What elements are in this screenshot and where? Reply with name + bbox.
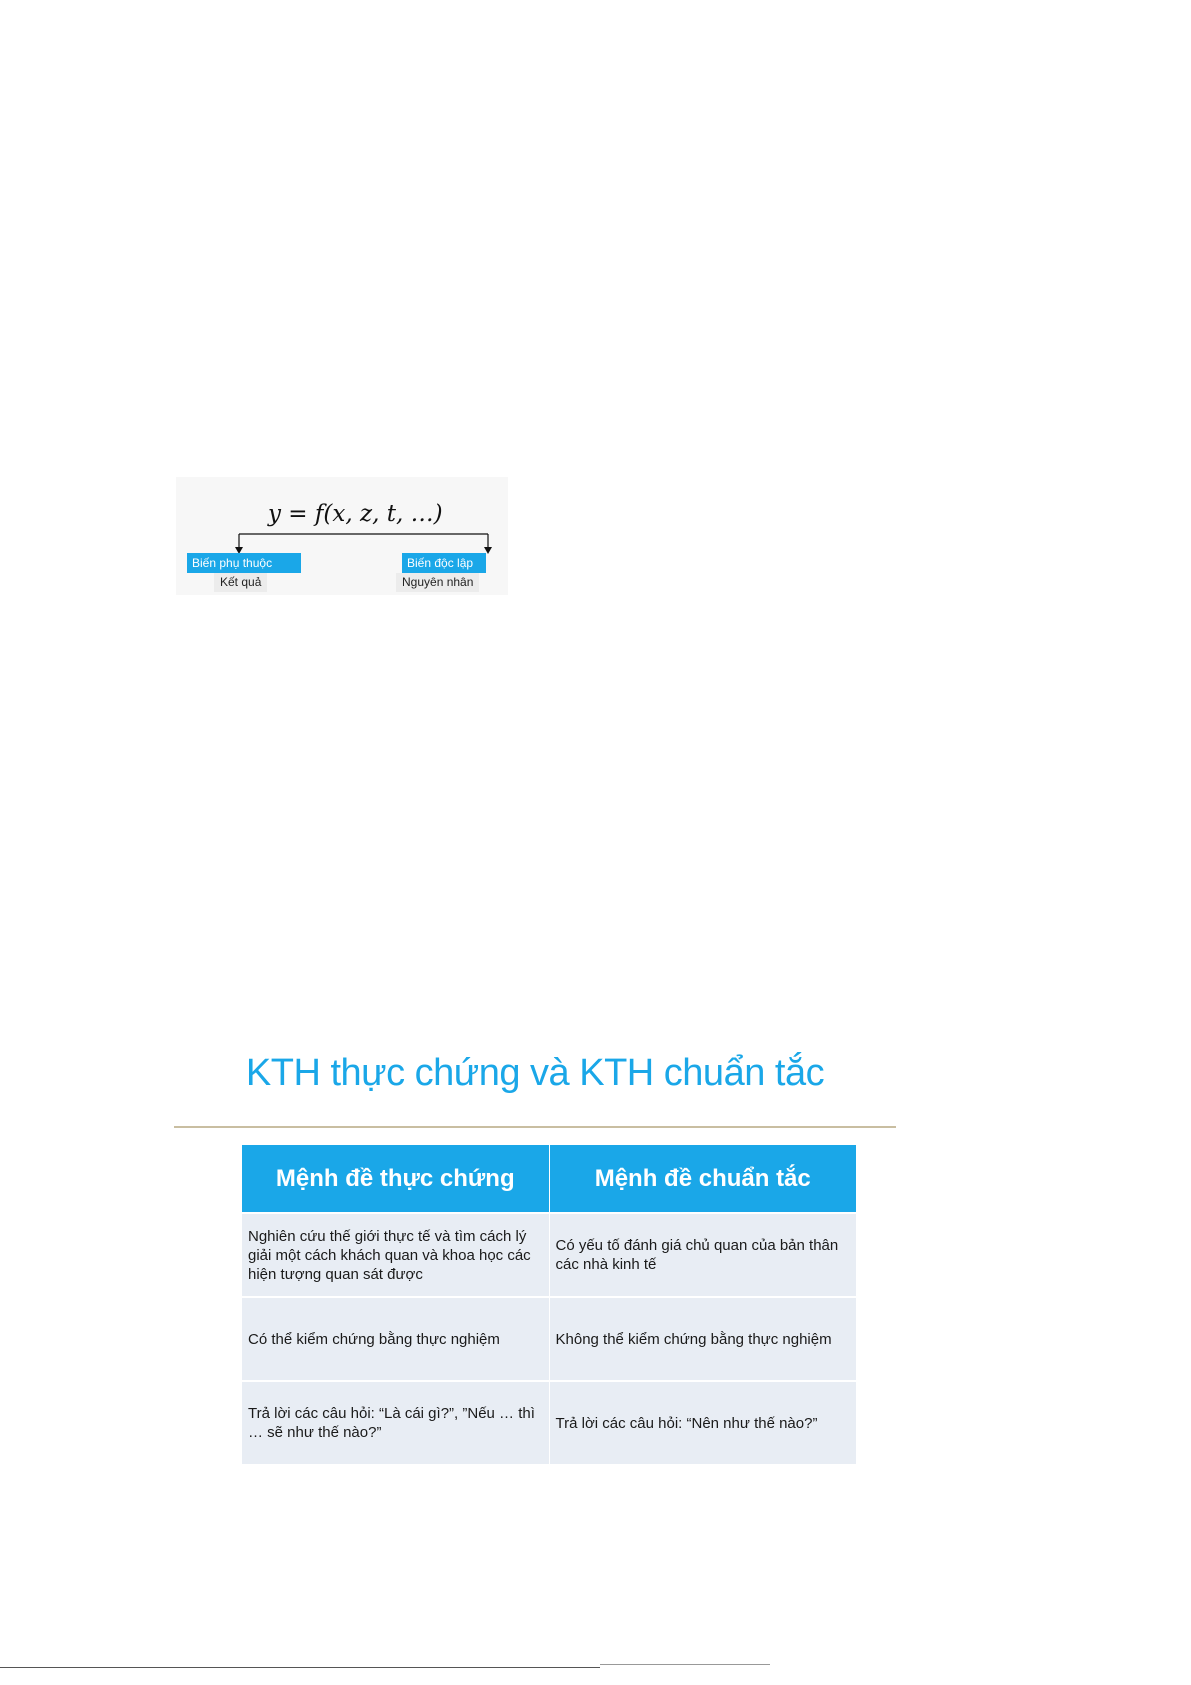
table-cell: Có yếu tố đánh giá chủ quan của bản thân các nhà kinh tế	[549, 1213, 856, 1297]
comparison-table	[242, 1145, 856, 1464]
header-normative: Mệnh đề chuẩn tắc	[549, 1145, 856, 1213]
table-cell: Trả lời các câu hỏi: “Nên như thế nào?”	[549, 1381, 856, 1464]
footer-divider	[0, 1667, 600, 1668]
table-cell: Trả lời các câu hỏi: “Là cái gì?”, ”Nếu … thì … sẽ như thế nào?”	[242, 1381, 549, 1464]
independent-variable-sub: Nguyên nhân	[396, 573, 479, 592]
table-row	[242, 1381, 856, 1464]
table-header-row	[242, 1145, 856, 1213]
independent-variable-label: Biến độc lập	[402, 553, 486, 573]
slide-title: KTH thực chứng và KTH chuẩn tắc	[245, 1052, 825, 1094]
formula-figure	[176, 477, 508, 595]
title-divider	[174, 1126, 896, 1128]
table-row	[242, 1213, 856, 1297]
table-cell: Không thể kiểm chứng bằng thực nghiệm	[549, 1297, 856, 1381]
dependent-variable-label: Biến phụ thuộc	[187, 553, 301, 573]
table-row	[242, 1297, 856, 1381]
function-formula: y = f(x, z, t, …)	[268, 501, 443, 527]
table-cell: Nghiên cứu thế giới thực tế và tìm cách lý giải một cách khách quan và khoa học các hiện tượng quan sát được	[242, 1213, 549, 1297]
table-cell: Có thể kiểm chứng bằng thực nghiệm	[242, 1297, 549, 1381]
dependent-variable-sub: Kết quả	[214, 573, 267, 592]
footer-divider-secondary	[600, 1664, 770, 1665]
header-positive: Mệnh đề thực chứng	[242, 1145, 549, 1213]
